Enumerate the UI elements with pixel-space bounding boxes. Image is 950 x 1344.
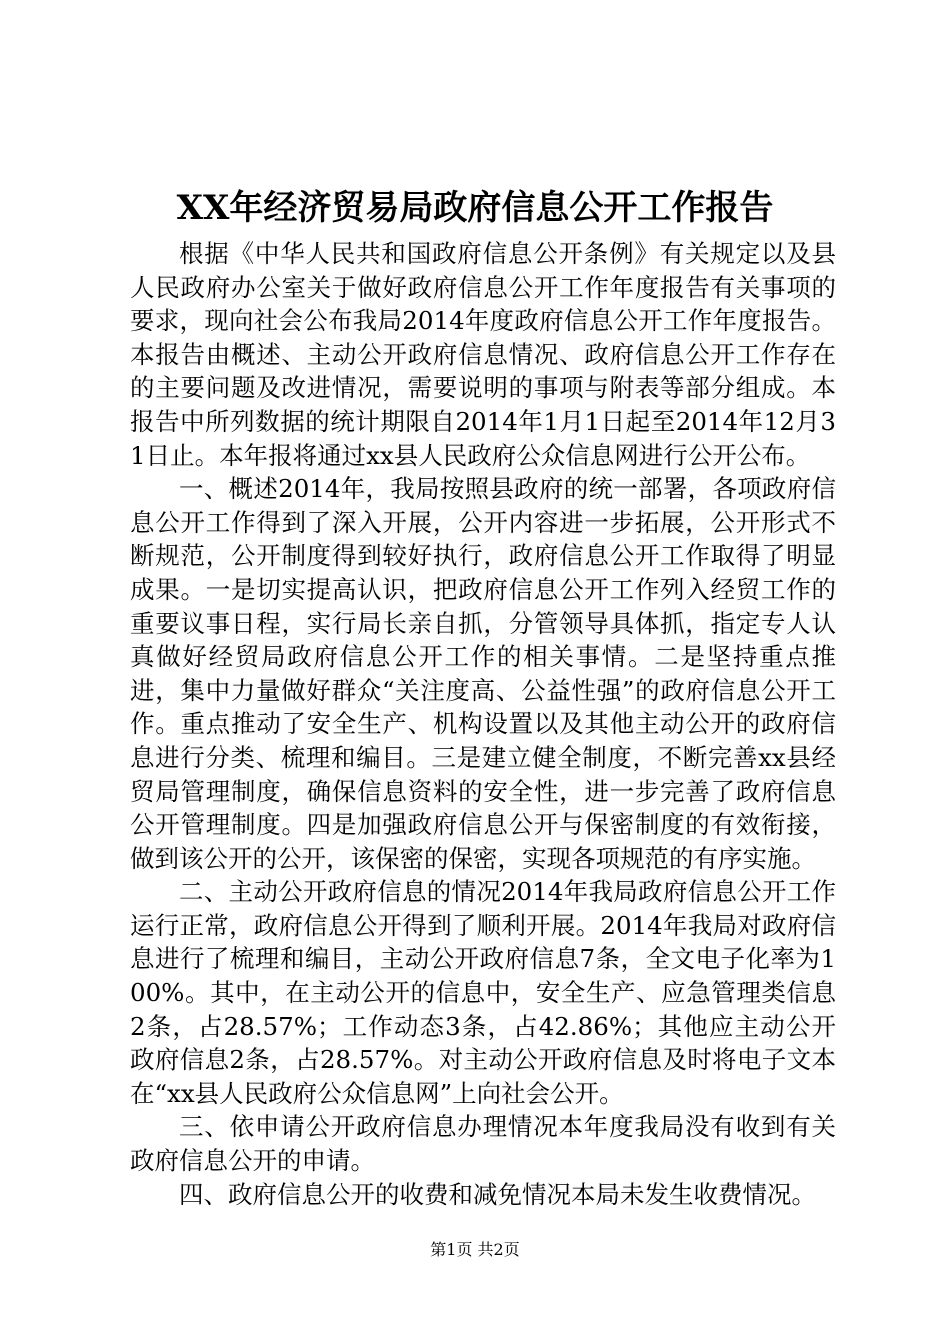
paragraph-overview: 一、概述2014年，我局按照县政府的统一部署，各项政府信息公开工作得到了深入开展，公开内容进一步拓展，公开形式不断规范，公开制度得到较好执行，政府信息公开工作取得了明显成果。一是切实提高认识，把政府信息公开工作列入经贸工作的重要议事日程，实行局长亲自抓，分管领导具体抓，指定专人认真做好经贸局政府信息公开工作的相关事情。二是坚持重点推进，集中力量做好群众“关注度高、公益性强”的政府信息公开工作。重点推动了安全生产、机构设置以及其他主动公开的政府信息进行分类、梳理和编目。三是建立健全制度，不断完善xx县经贸局管理制度，确保信息资料的安全性，进一步完善了政府信息公开管理制度。四是加强政府信息公开与保密制度的有效衔接，做到该公开的公开，该保密的保密，实现各项规范的有序实施。 <box>130 474 836 873</box>
document-title: XX年经济贸易局政府信息公开工作报告 <box>176 188 774 228</box>
page-number-footer: 第1页 共2页 <box>430 1240 520 1259</box>
paragraph-request-disclosure: 三、依申请公开政府信息办理情况本年度我局没有收到有关政府信息公开的申请。 <box>130 1112 836 1176</box>
paragraph-fees: 四、政府信息公开的收费和减免情况本局未发生收费情况。 <box>179 1179 816 1209</box>
paragraph-intro: 根据《中华人民共和国政府信息公开条例》有关规定以及县人民政府办公室关于做好政府信息公开工作年度报告有关事项的要求，现向社会公布我局2014年度政府信息公开工作年度报告。本报告由概述、主动公开政府信息情况、政府信息公开工作存在的主要问题及改进情况，需要说明的事项与附表等部分组成。本报告中所列数据的统计期限自2014年1月1日起至2014年12月31日止。本年报将通过xx县人民政府公众信息网进行公开公布。 <box>130 239 836 470</box>
document-body <box>130 237 836 1211</box>
paragraph-proactive-disclosure: 二、主动公开政府信息的情况2014年我局政府信息公开工作运行正常，政府信息公开得到了顺利开展。2014年我局对政府信息进行了梳理和编目，主动公开政府信息7条，全文电子化率为100%。其中，在主动公开的信息中，安全生产、应急管理类信息2条，占28.57%；工作动态3条，占42.86%；其他应主动公开政府信息2条，占28.57%。对主动公开政府信息及时将电子文本在“xx县人民政府公众信息网”上向社会公开。 <box>130 877 836 1108</box>
